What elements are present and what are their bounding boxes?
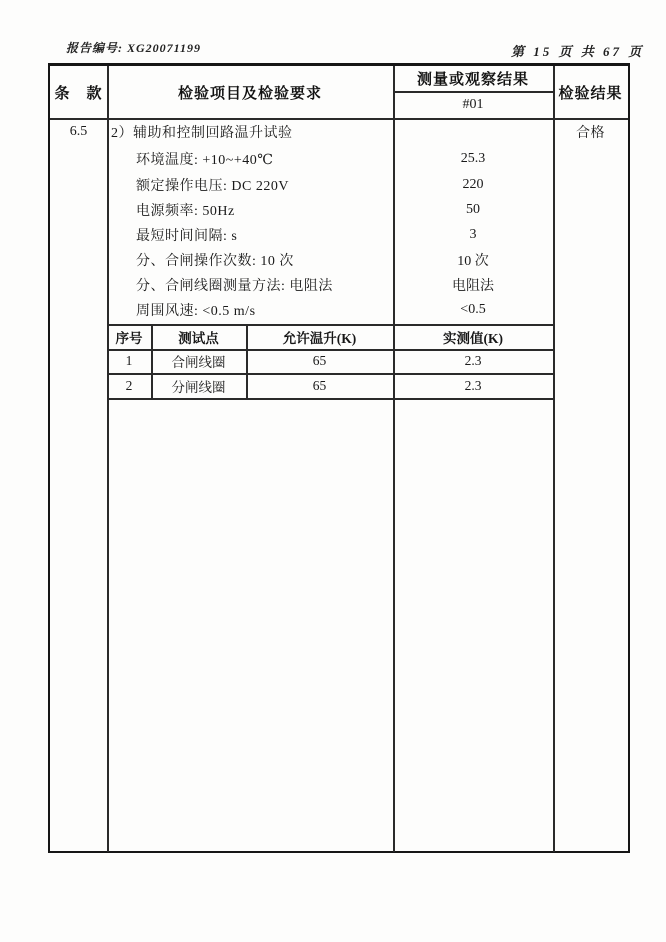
page-indicator: 第 15 页 共 67 页 (511, 44, 645, 59)
inner-header-measured: 实测值(K) (443, 330, 503, 346)
inner-row-measured: 2.3 (464, 377, 482, 393)
header-bottom-line (50, 118, 628, 120)
divider-clause-item (107, 66, 109, 852)
inner-row-allowed: 65 (312, 353, 327, 368)
section-title: 2）辅助和控制回路温升试验 (111, 126, 293, 141)
measured-value: 电阻法 (452, 279, 494, 294)
inner-row-allowed: 65 (312, 377, 327, 393)
inner-row-no: 2 (125, 377, 133, 393)
measured-value: 3 (469, 227, 477, 242)
measured-value: 10 次 (457, 254, 489, 269)
verdict-value: 合格 (576, 126, 605, 141)
inner-table-bottom-line (107, 398, 554, 400)
requirement-label: 分、合闸线圈测量方法: 电阻法 (136, 279, 333, 294)
requirement-label: 环境温度: +10~+40℃ (136, 153, 274, 168)
col-header-sample-01: #01 (462, 96, 484, 112)
inner-row-point: 分闸线圈 (171, 379, 226, 395)
report-number: 报告编号: XG20071199 (66, 41, 202, 55)
requirement-label: 周围风速: <0.5 m/s (136, 304, 256, 319)
requirement-label: 额定操作电压: DC 220V (136, 179, 289, 194)
col-header-item: 检验项目及检验要求 (177, 85, 322, 102)
clause-number: 6.5 (69, 124, 88, 139)
inspection-table (48, 63, 630, 853)
divider-result-verdict (553, 66, 555, 852)
measured-value: 220 (462, 177, 484, 192)
inner-header-no: 序号 (115, 330, 143, 346)
col-header-verdict: 检验结果 (558, 85, 623, 102)
requirement-label: 最短时间间隔: s (136, 229, 238, 244)
requirement-label: 分、合闸操作次数: 10 次 (136, 254, 294, 269)
inner-row-point: 合闸线圈 (171, 355, 226, 370)
col-header-result-group: 测量或观察结果 (416, 72, 529, 88)
inner-header-allowed: 允许温升(K) (282, 330, 357, 346)
inner-row-no: 1 (125, 353, 133, 368)
measured-value: <0.5 (460, 302, 486, 317)
requirement-label: 电源频率: 50Hz (136, 204, 235, 219)
inner-row-measured: 2.3 (464, 353, 482, 368)
measured-value: 25.3 (460, 151, 486, 166)
measured-value: 50 (466, 202, 480, 217)
col-header-clause: 条 款 (54, 85, 103, 102)
inner-header-point: 测试点 (178, 330, 219, 346)
